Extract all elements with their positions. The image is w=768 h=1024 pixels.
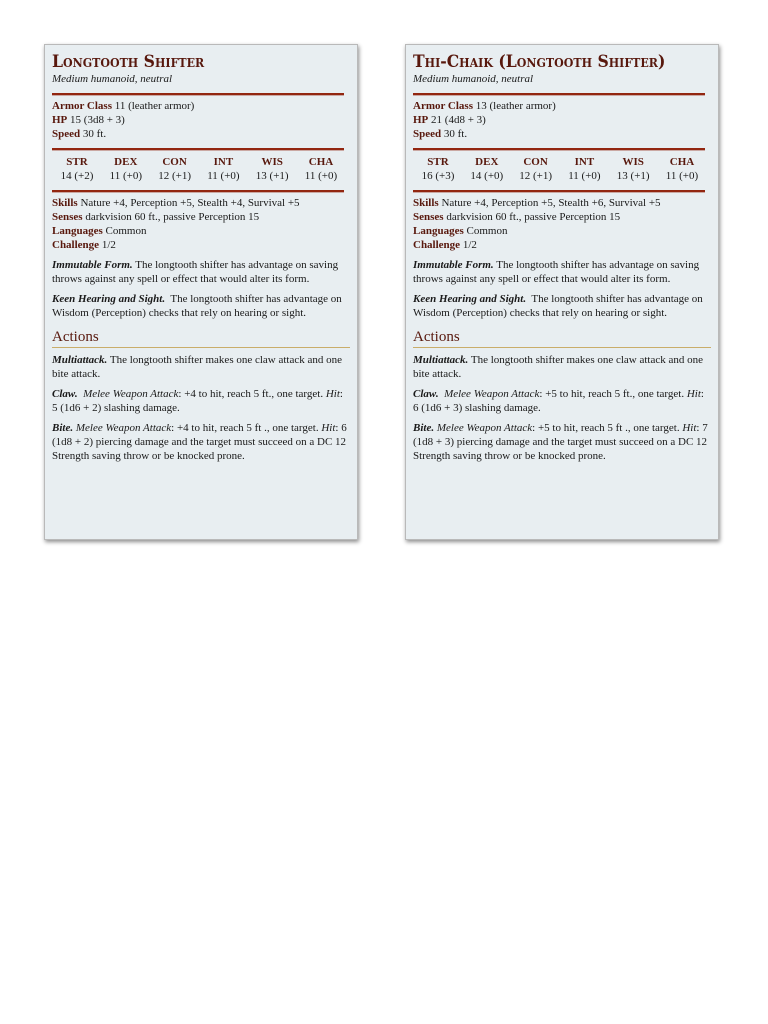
ability-name: INT [574,156,595,168]
ability-value: 13 (+1) [616,170,650,182]
hit-text: : 6 (1d8 + 2) piercing damage and the target must succeed on a DC 12 Strength saving throw or be knocked prone. [52,422,347,462]
senses-line [413,210,711,224]
skills-label: Skills [52,197,78,209]
languages-line [413,224,711,238]
ability-name: CHA [669,156,695,168]
trait-name: Keen Hearing and Sight. [52,293,166,305]
attack-text: : +4 to hit, reach 5 ft., one target. [178,388,324,400]
monster-name: Thi-Chaik (Longtooth Shifter) [413,52,666,72]
challenge-value: 1/2 [462,239,477,251]
skills-value: Nature +4, Perception +5, Stealth +6, Survival +5 [441,197,661,209]
challenge-line [52,238,350,252]
senses-label: Senses [52,211,83,223]
action-name: Multiattack. [52,354,108,366]
senses-value: darkvision 60 ft., passive Perception 15 [446,211,621,223]
armor-class-line [52,99,350,113]
trait-name: Keen Hearing and Sight. [413,293,527,305]
hp-line [413,113,711,127]
section-divider [413,93,705,95]
action-name: Claw. [52,388,78,400]
hp-value: 15 (3d8 + 3) [70,114,125,126]
senses-line [52,210,350,224]
skills-line [52,196,350,210]
ability-value: 16 (+3) [421,170,455,182]
attack-text: : +5 to hit, reach 5 ft ., one target. [532,422,680,434]
action-name: Bite. [413,422,435,434]
stat-block-card-longtooth-shifter [44,44,358,540]
section-divider [52,93,344,95]
armor-class-label: Armor Class [52,100,112,112]
skills-line [413,196,711,210]
ability-value: 11 (+0) [665,170,699,182]
trait-text: The longtooth shifter has advantage on Wisdom (Perception) checks that rely on hearing or sight. [52,293,342,319]
ability-name: STR [427,156,449,168]
hp-line [52,113,350,127]
action-claw [413,387,711,415]
ability-str [415,155,461,183]
speed-line [413,127,711,141]
ability-str [54,155,100,183]
hit-text: : 5 (1d6 + 2) slashing damage. [52,388,343,414]
action-bite [52,421,350,463]
speed-value: 30 ft. [443,128,468,140]
ability-name: INT [213,156,234,168]
action-multiattack [52,353,350,381]
hit-label: Hit [682,422,697,434]
challenge-value: 1/2 [101,239,116,251]
ability-scores [52,155,346,183]
ability-dex [103,155,149,183]
speed-line [52,127,350,141]
attack-type: Melee Weapon Attack [444,388,540,400]
ability-wis [249,155,295,183]
ability-value: 14 (+2) [60,170,94,182]
hit-text: : 6 (1d6 + 3) slashing damage. [413,388,704,414]
ability-name: WIS [622,156,644,168]
languages-value: Common [105,225,147,237]
trait-text: The longtooth shifter has advantage on saving throws against any spell or effect that would alter its form. [52,259,339,285]
ability-name: CHA [308,156,334,168]
ability-value: 14 (+0) [470,170,504,182]
action-claw [52,387,350,415]
ability-int [561,155,607,183]
ability-value: 12 (+1) [158,170,191,182]
trait-immutable-form [413,258,711,286]
ability-value: 11 (+0) [109,170,142,182]
section-divider [413,190,705,192]
ability-cha [659,155,705,183]
action-multiattack [413,353,711,381]
hp-value: 21 (4d8 + 3) [431,114,486,126]
senses-value: darkvision 60 ft., passive Perception 15 [85,211,260,223]
attack-text: : +5 to hit, reach 5 ft., one target. [539,388,685,400]
trait-name: Immutable Form. [52,259,133,271]
ability-con [513,155,559,183]
senses-label: Senses [413,211,444,223]
trait-immutable-form [52,258,350,286]
trait-text: The longtooth shifter has advantage on Wisdom (Perception) checks that rely on hearing or sight. [413,293,703,319]
challenge-label: Challenge [413,239,461,251]
attack-type: Melee Weapon Attack [83,388,179,400]
ability-name: CON [162,156,187,168]
ability-name: STR [66,156,88,168]
monster-type: Medium humanoid, neutral [413,73,534,85]
challenge-line [413,238,711,252]
speed-label: Speed [413,128,442,140]
trait-name: Immutable Form. [413,259,494,271]
armor-class-value: 13 (leather armor) [475,100,556,112]
ability-wis [610,155,656,183]
ability-name: CON [523,156,548,168]
attack-text: : +4 to hit, reach 5 ft ., one target. [171,422,319,434]
ability-con [152,155,198,183]
section-divider [413,148,705,150]
actions-heading: Actions [413,328,711,348]
hit-label: Hit [686,388,701,400]
languages-label: Languages [52,225,103,237]
ability-name: DEX [114,156,138,168]
trait-keen-hearing [52,292,350,320]
hp-label: HP [413,114,429,126]
ability-value: 11 (+0) [304,170,338,182]
attack-type: Melee Weapon Attack [436,422,533,434]
ability-scores [413,155,707,183]
armor-class-label: Armor Class [413,100,473,112]
action-text: The longtooth shifter makes one claw attack and one bite attack. [413,354,704,380]
section-divider [52,190,344,192]
actions-heading: Actions [52,328,350,348]
stat-block-card-thi-chaik [405,44,719,540]
action-name: Claw. [413,388,439,400]
languages-line [52,224,350,238]
monster-type: Medium humanoid, neutral [52,73,173,85]
armor-class-value: 11 (leather armor) [114,100,195,112]
ability-name: WIS [261,156,283,168]
hit-label: Hit [321,422,336,434]
languages-label: Languages [413,225,464,237]
ability-dex [464,155,510,183]
speed-label: Speed [52,128,81,140]
ability-value: 11 (+0) [568,170,601,182]
attack-type: Melee Weapon Attack [75,422,172,434]
trait-text: The longtooth shifter has advantage on saving throws against any spell or effect that would alter its form. [413,259,700,285]
hp-label: HP [52,114,68,126]
ability-value: 12 (+1) [519,170,552,182]
skills-label: Skills [413,197,439,209]
hit-text: : 7 (1d8 + 3) piercing damage and the target must succeed on a DC 12 Strength saving throw or be knocked prone. [413,422,708,462]
ability-name: DEX [475,156,499,168]
armor-class-line [413,99,711,113]
section-divider [52,148,344,150]
languages-value: Common [466,225,508,237]
ability-int [200,155,246,183]
ability-value: 11 (+0) [207,170,240,182]
hit-label: Hit [325,388,340,400]
action-name: Multiattack. [413,354,469,366]
challenge-label: Challenge [52,239,100,251]
action-text: The longtooth shifter makes one claw attack and one bite attack. [52,354,343,380]
ability-value: 13 (+1) [255,170,289,182]
skills-value: Nature +4, Perception +5, Stealth +4, Survival +5 [80,197,300,209]
speed-value: 30 ft. [82,128,107,140]
action-bite [413,421,711,463]
action-name: Bite. [52,422,74,434]
trait-keen-hearing [413,292,711,320]
monster-name: Longtooth Shifter [52,52,205,72]
ability-cha [298,155,344,183]
